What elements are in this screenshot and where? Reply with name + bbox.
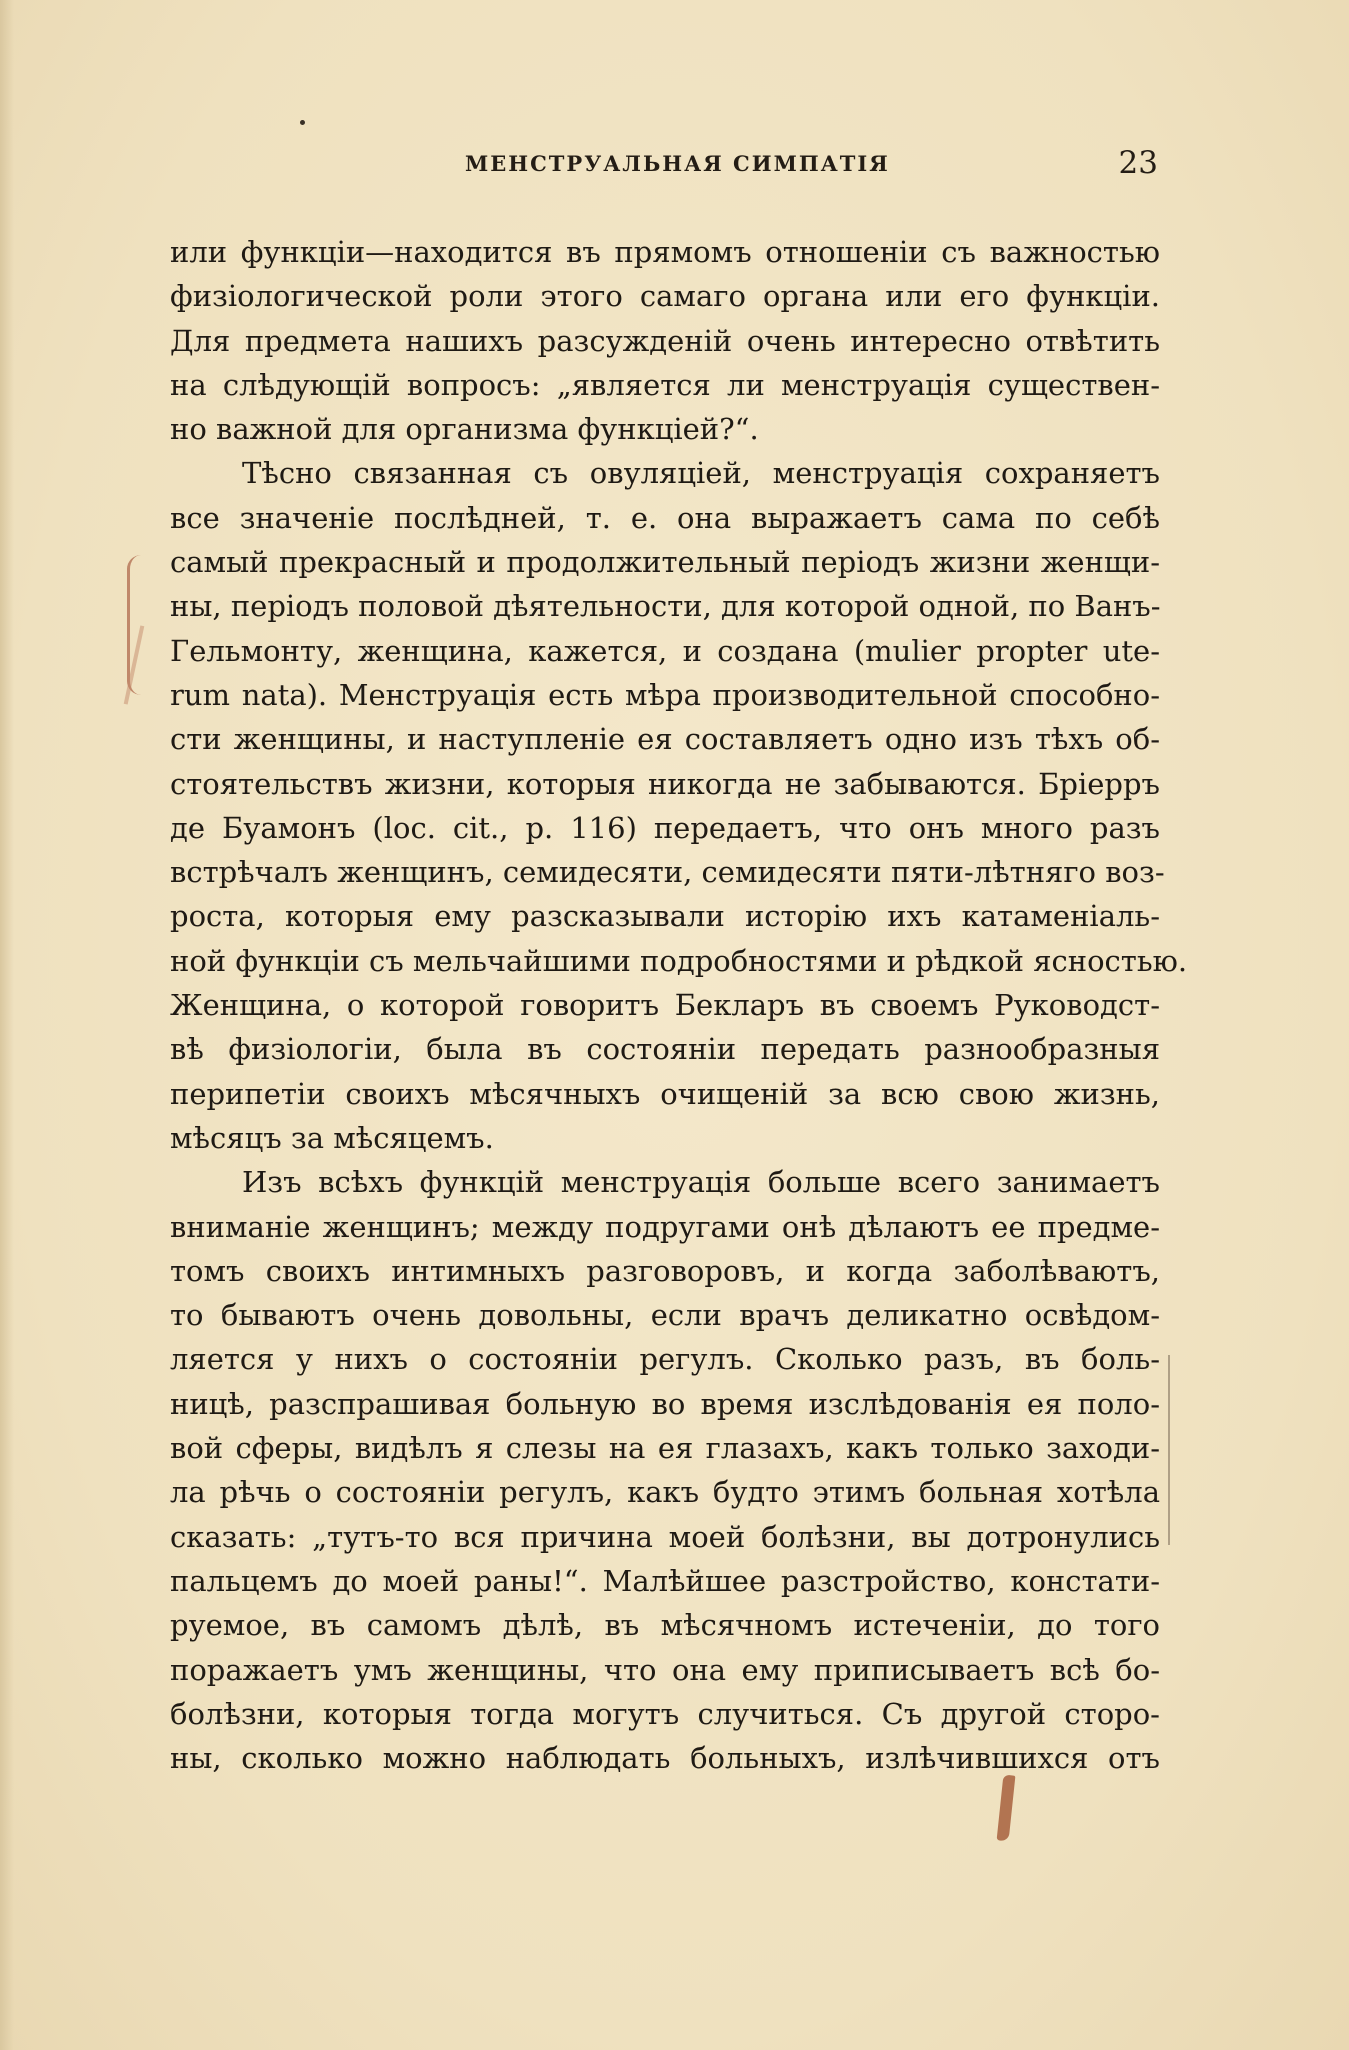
text-line: ны, періодъ половой дѣятельности, для которой одной, по Ванъ-: [170, 589, 1161, 624]
text-line: ляется у нихъ о состояніи регулъ. Сколько разъ, въ боль-: [170, 1342, 1160, 1377]
text-line: rum nata). Менструація есть мѣра производительной способно-: [170, 677, 1160, 712]
running-title: МЕНСТРУАЛЬНАЯ СИМПАТІЯ: [465, 151, 890, 176]
text-line: сти женщины, и наступленіе ея составляетъ одно изъ тѣхъ об-: [170, 722, 1160, 757]
ink-blot-mark: [997, 1775, 1016, 1842]
text-line: встрѣчалъ женщинъ, семидесяти, семидесяти пяти-лѣтняго воз-: [170, 855, 1165, 890]
text-line: перипетіи своихъ мѣсячныхъ очищеній за всю свою жизнь,: [170, 1076, 1160, 1111]
text-line: ла рѣчь о состояніи регулъ, какъ будто этимъ больная хотѣла: [170, 1475, 1160, 1510]
text-line: поражаетъ умъ женщины, что она ему приписываетъ всѣ бо-: [170, 1652, 1160, 1687]
text-line: стоятельствъ жизни, которыя никогда не забываются. Бріерръ: [170, 766, 1160, 801]
ink-speck: [300, 120, 305, 125]
text-line: де Буамонъ (loc. cit., p. 116) передаетъ, что онъ много разъ: [170, 810, 1160, 845]
page-edge-shadow: [0, 0, 14, 2050]
text-line: Женщина, о которой говоритъ Бекларъ въ своемъ Руководст-: [170, 988, 1160, 1023]
text-line: Гельмонту, женщина, кажется, и создана (mulier propter ute-: [170, 633, 1160, 668]
text-line: вой сферы, видѣлъ я слезы на ея глазахъ, какъ только заходи-: [170, 1431, 1160, 1466]
text-line: вѣ физіологіи, была въ состояніи передать разнообразныя: [170, 1032, 1160, 1067]
text-line: но важной для организма функціей?“.: [170, 412, 759, 447]
page-number: 23: [1118, 145, 1158, 181]
text-line: ной функціи съ мельчайшими подробностями и рѣдкой ясностью.: [170, 943, 1188, 978]
text-line: ны, сколько можно наблюдать больныхъ, излѣчившихся отъ: [170, 1741, 1160, 1776]
text-line: болѣзни, которыя тогда могутъ случиться. Съ другой сторо-: [170, 1696, 1160, 1731]
text-line: на слѣдующій вопросъ: „является ли менструація существен-: [170, 367, 1160, 402]
text-line: роста, которыя ему разсказывали исторію ихъ катаменіаль-: [170, 899, 1160, 934]
text-line: сказать: „тутъ-то вся причина моей болѣзни, вы дотронулись: [170, 1519, 1160, 1554]
text-line: томъ своихъ интимныхъ разговоровъ, и когда заболѣваютъ,: [170, 1253, 1160, 1288]
text-line: вниманіе женщинъ; между подругами онѣ дѣлаютъ ее предме-: [170, 1209, 1160, 1244]
text-line: Для предмета нашихъ разсужденій очень интересно отвѣтить: [170, 323, 1160, 358]
text-line: все значеніе послѣдней, т. е. она выражаетъ сама по себѣ: [170, 500, 1160, 535]
text-line: то бываютъ очень довольны, если врачъ деликатно освѣдом-: [170, 1298, 1160, 1333]
text-line: самый прекрасный и продолжительный періодъ жизни женщи-: [170, 545, 1160, 580]
page-header: [170, 145, 1170, 185]
text-line: руемое, въ самомъ дѣлѣ, въ мѣсячномъ истеченіи, до того: [170, 1608, 1160, 1643]
text-line: пальцемъ до моей раны!“. Малѣйшее разстройство, констати-: [170, 1563, 1160, 1598]
text-line: физіологической роли этого самаго органа или его функціи.: [170, 279, 1160, 314]
text-line: мѣсяцъ за мѣсяцемъ.: [170, 1120, 494, 1155]
text-line: или функціи—находится въ прямомъ отношеніи съ важностью: [170, 235, 1160, 269]
body-text: [170, 230, 1188, 1780]
text-line: Тѣсно связанная съ овуляціей, менструація сохраняетъ: [242, 456, 1160, 491]
text-line: Изъ всѣхъ функцій менструація больше всего занимаетъ: [242, 1165, 1160, 1200]
text-line: ницѣ, разспрашивая больную во время изслѣдованія ея поло-: [170, 1386, 1160, 1421]
